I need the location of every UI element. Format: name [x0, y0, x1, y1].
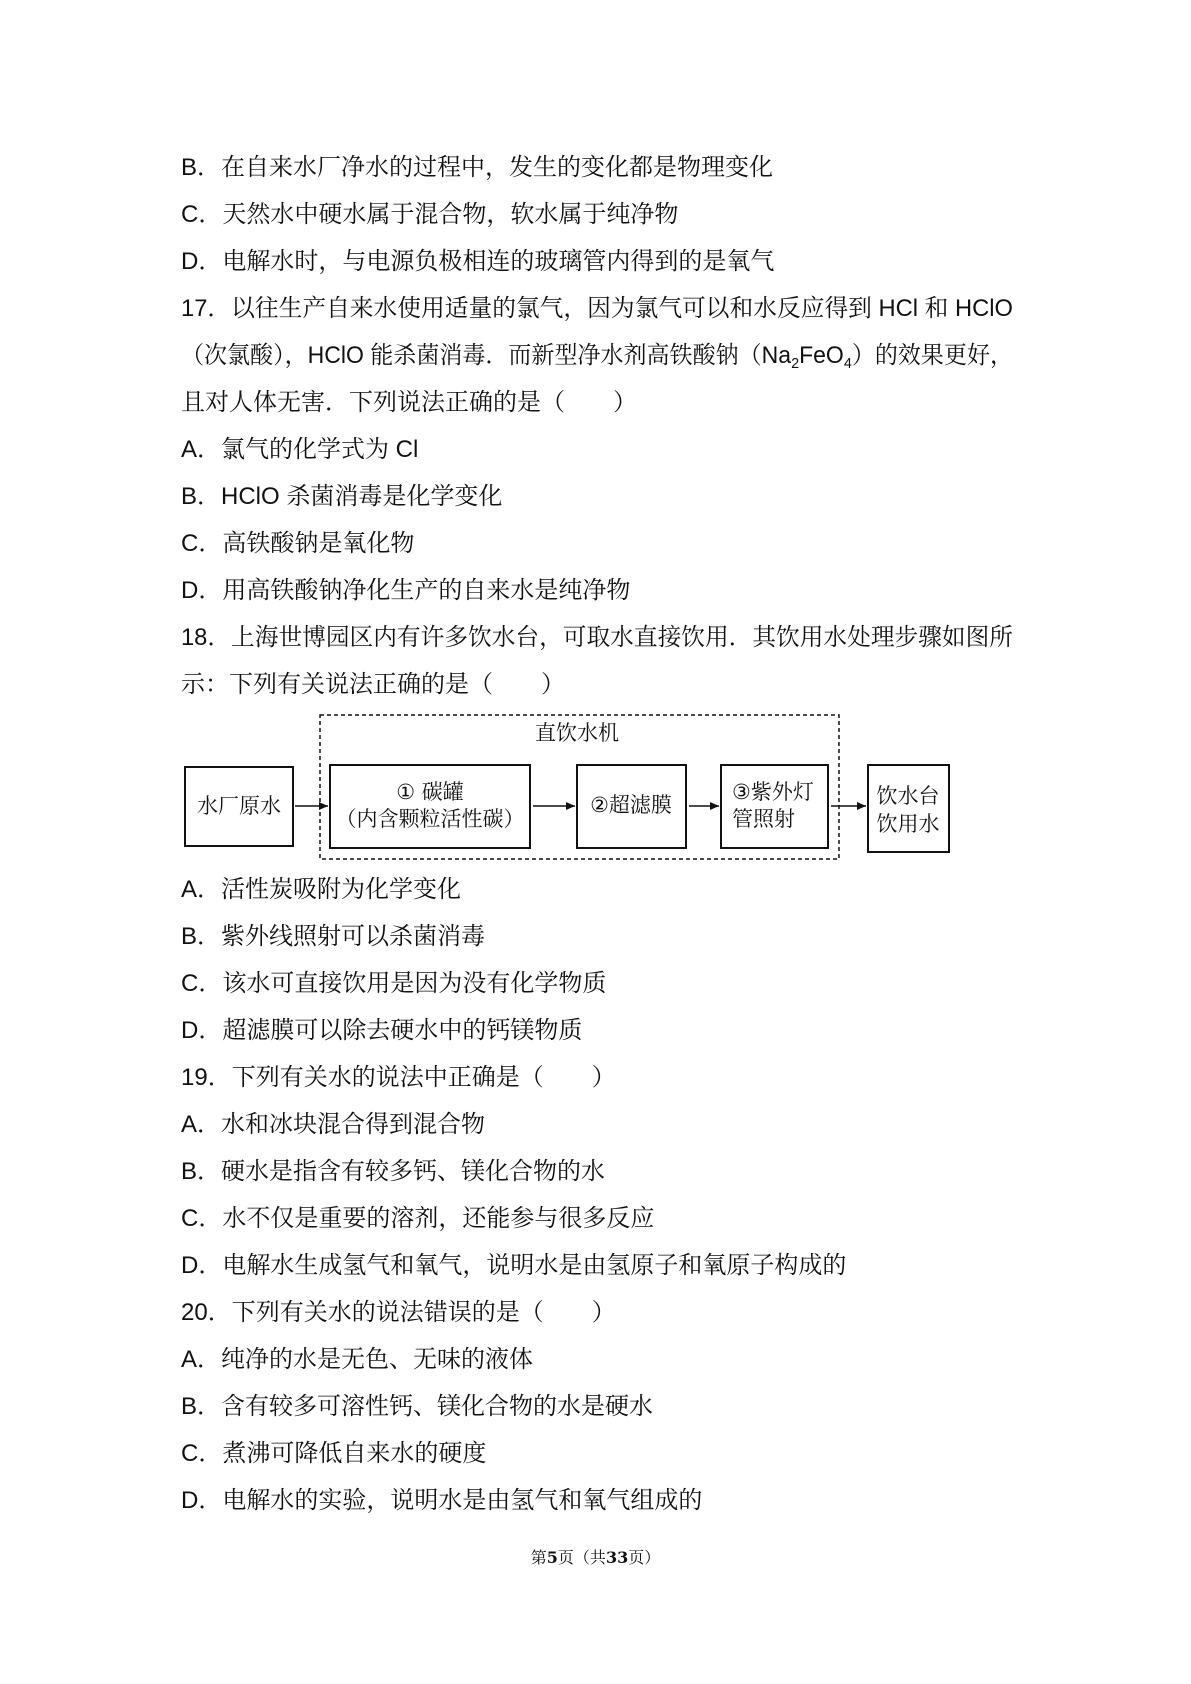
option-text: 超滤膜可以除去硬水中的钙镁物质	[222, 1017, 583, 1044]
option-text: HClO 杀菌消毒是化学变化	[221, 483, 503, 510]
page-content	[181, 144, 1013, 1524]
option-label: A．	[181, 1346, 222, 1373]
footer-page-number: 5	[546, 1548, 558, 1567]
output-label-line2: 饮用水	[876, 812, 940, 836]
stem-text: 下列有关水的说法错误的是（ ）	[231, 1299, 616, 1326]
option-label: A．	[181, 876, 222, 903]
step1-label-line1: ① 碳罐	[396, 780, 464, 804]
stem-text: ）的效果更好，	[851, 342, 1013, 369]
stem-text: 以往生产自来水使用适量的氯气，因为氯气可以和水反应得到 HCl 和 HClO	[231, 295, 1013, 322]
q17-option-d	[181, 567, 1013, 614]
question-number: 19．	[181, 1064, 232, 1091]
option-label: C．	[181, 970, 223, 997]
question-number: 20．	[181, 1299, 232, 1326]
stem-text: （次氯酸），HClO 能杀菌消毒．而新型净水剂高铁酸钠（Na	[181, 342, 792, 369]
option-text: 天然水中硬水属于混合物，软水属于纯净物	[222, 201, 679, 228]
option-text: 水和冰块混合得到混合物	[221, 1111, 486, 1138]
stem-text: 示：下列有关说法正确的是（ ）	[181, 671, 565, 698]
footer-total-pages: 33	[605, 1548, 629, 1567]
page-footer	[0, 1546, 1191, 1570]
option-text: 纯净的水是无色、无味的液体	[221, 1346, 534, 1373]
q20-option-b	[181, 1383, 1013, 1430]
option-label: D．	[181, 1487, 223, 1514]
option-text: 高铁酸钠是氧化物	[222, 530, 415, 557]
q19-option-a	[181, 1101, 1013, 1148]
option-text: 煮沸可降低自来水的硬度	[222, 1440, 487, 1467]
option-text: 电解水时，与电源负极相连的玻璃管内得到的是氧气	[222, 248, 775, 275]
q18-stem-line2	[181, 661, 1013, 708]
q19-option-d	[181, 1242, 1013, 1289]
q17-stem-line3	[181, 379, 1013, 426]
q18-option-a	[181, 866, 1013, 913]
option-label: D．	[181, 1017, 223, 1044]
option-label: B．	[181, 1158, 222, 1185]
option-text: 硬水是指含有较多钙、镁化合物的水	[221, 1158, 606, 1185]
source-label: 水厂原水	[197, 794, 281, 818]
subscript: 2	[791, 355, 800, 372]
q17-option-c	[181, 520, 1013, 567]
option-label: C．	[181, 1205, 223, 1232]
water-treatment-diagram	[181, 708, 1013, 866]
option-label: C．	[181, 530, 223, 557]
stem-text: 上海世博园区内有许多饮水台，可取水直接饮用．其饮用水处理步骤如图所	[231, 624, 1013, 651]
stem-text: 下列有关水的说法中正确是（ ）	[231, 1064, 616, 1091]
option-label: D．	[181, 577, 223, 604]
option-label: B．	[181, 1393, 222, 1420]
option-label: D．	[181, 248, 223, 275]
footer-suffix: 页）	[628, 1548, 661, 1567]
q20-stem	[181, 1289, 1013, 1336]
q20-option-a	[181, 1336, 1013, 1383]
q20-option-d	[181, 1477, 1013, 1524]
stem-text: 且对人体无害．下列说法正确的是（ ）	[181, 389, 637, 416]
q17-option-b	[181, 473, 1013, 520]
option-text: 水不仅是重要的溶剂，还能参与很多反应	[222, 1205, 655, 1232]
q18-option-c	[181, 960, 1013, 1007]
option-label: D．	[181, 1252, 223, 1279]
option-label: C．	[181, 1440, 223, 1467]
option-text: 含有较多可溶性钙、镁化合物的水是硬水	[221, 1393, 654, 1420]
option-label: B．	[181, 923, 222, 950]
q16-option-c	[181, 191, 1013, 238]
q18-option-b	[181, 913, 1013, 960]
step3-label-line1: ③紫外灯	[732, 780, 814, 804]
output-label-line1: 饮水台	[876, 784, 940, 808]
q18-stem-line1	[181, 614, 1013, 661]
stem-text: FeO	[799, 342, 844, 369]
step1-label-line2: （内含颗粒活性碳）	[335, 807, 525, 831]
option-text: 用高铁酸钠净化生产的自来水是纯净物	[222, 577, 631, 604]
q19-option-b	[181, 1148, 1013, 1195]
option-label: C．	[181, 201, 223, 228]
q16-option-d	[181, 238, 1013, 285]
option-label: A．	[181, 1111, 222, 1138]
option-text: 氯气的化学式为 Cl	[221, 436, 419, 463]
option-text: 紫外线照射可以杀菌消毒	[221, 923, 486, 950]
q19-option-c	[181, 1195, 1013, 1242]
step3-label-line2: 管照射	[732, 807, 795, 831]
question-number: 17．	[181, 295, 232, 322]
q17-stem-line1	[181, 285, 1013, 332]
option-text: 活性炭吸附为化学变化	[221, 876, 462, 903]
output-box	[868, 765, 949, 852]
machine-title: 直饮水机	[535, 721, 619, 745]
option-label: A．	[181, 436, 222, 463]
q16-option-b	[181, 144, 1013, 191]
option-text: 该水可直接饮用是因为没有化学物质	[222, 970, 607, 997]
q17-option-a	[181, 426, 1013, 473]
option-label: B．	[181, 154, 222, 181]
option-text: 电解水的实验，说明水是由氢气和氧气组成的	[222, 1487, 703, 1514]
option-label: B．	[181, 483, 222, 510]
subscript: 4	[843, 355, 852, 372]
q20-option-c	[181, 1430, 1013, 1477]
q18-option-d	[181, 1007, 1013, 1054]
footer-prefix: 第	[530, 1548, 547, 1567]
question-number: 18．	[181, 624, 232, 651]
option-text: 电解水生成氢气和氧气，说明水是由氢原子和氧原子构成的	[222, 1252, 847, 1279]
q17-stem-line2	[181, 332, 1013, 379]
q19-stem	[181, 1054, 1013, 1101]
footer-middle: 页（共	[557, 1548, 606, 1567]
step2-label: ②超滤膜	[590, 793, 672, 817]
option-text: 在自来水厂净水的过程中，发生的变化都是物理变化	[221, 154, 774, 181]
diagram-svg	[181, 708, 1013, 866]
